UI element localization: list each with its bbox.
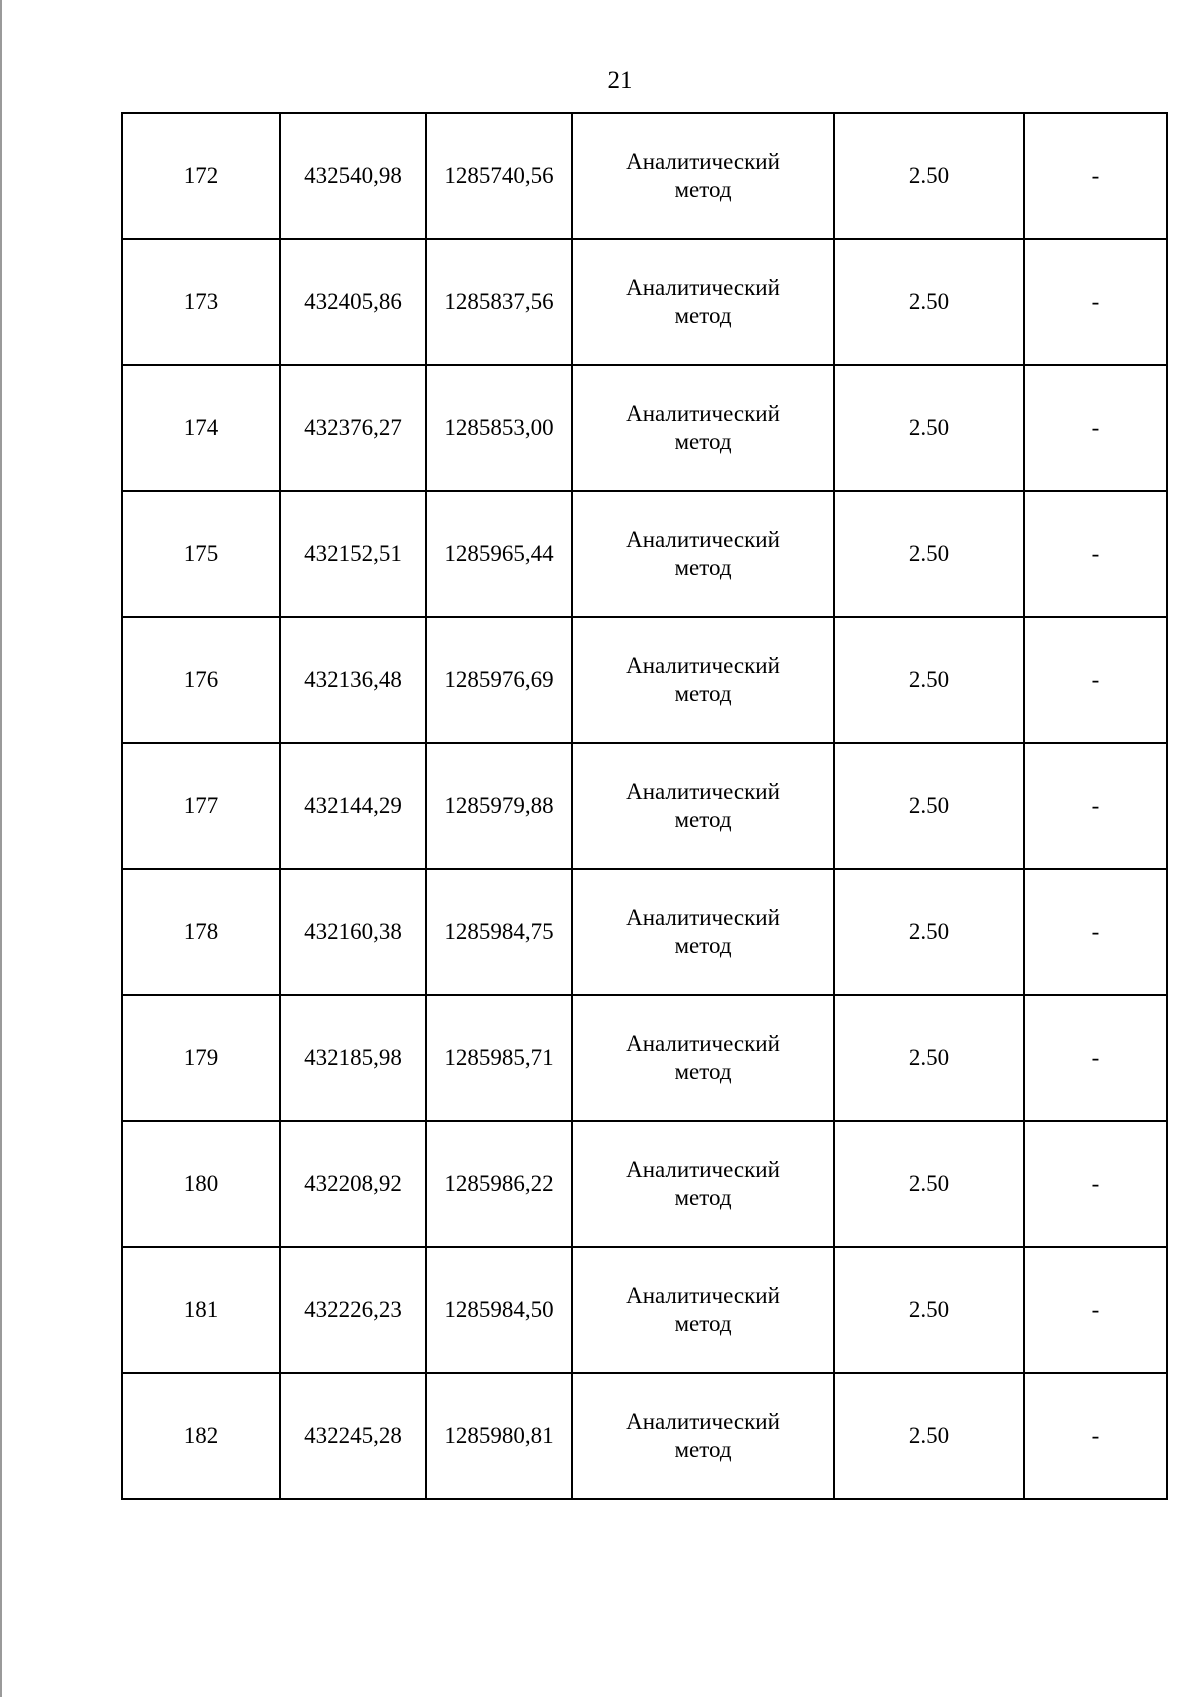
- point-number-cell: 173: [122, 239, 280, 365]
- y-coordinate-cell: 1285740,56: [426, 113, 572, 239]
- x-coordinate-cell: 432226,23: [280, 1247, 426, 1373]
- x-coordinate-cell: 432152,51: [280, 491, 426, 617]
- method-line-1: Аналитический: [626, 1157, 780, 1182]
- x-coordinate-cell: 432245,28: [280, 1373, 426, 1499]
- note-cell: -: [1024, 743, 1167, 869]
- point-number-cell: 181: [122, 1247, 280, 1373]
- note-cell: -: [1024, 239, 1167, 365]
- method-cell: [572, 743, 834, 869]
- x-coordinate-cell: 432376,27: [280, 365, 426, 491]
- x-coordinate-cell: 432185,98: [280, 995, 426, 1121]
- method-line-1: Аналитический: [626, 1031, 780, 1056]
- method-line-2: метод: [674, 1059, 732, 1084]
- y-coordinate-cell: 1285984,75: [426, 869, 572, 995]
- coordinates-table-body: [122, 113, 1167, 1499]
- table-row: [122, 1373, 1167, 1499]
- method-line-1: Аналитический: [626, 905, 780, 930]
- note-cell: -: [1024, 491, 1167, 617]
- accuracy-cell: 2.50: [834, 1373, 1024, 1499]
- y-coordinate-cell: 1285979,88: [426, 743, 572, 869]
- x-coordinate-cell: 432208,92: [280, 1121, 426, 1247]
- point-number-cell: 176: [122, 617, 280, 743]
- method-line-2: метод: [674, 681, 732, 706]
- method-line-1: Аналитический: [626, 527, 780, 552]
- method-line-1: Аналитический: [626, 149, 780, 174]
- note-cell: -: [1024, 1247, 1167, 1373]
- method-line-2: метод: [674, 429, 732, 454]
- x-coordinate-cell: 432540,98: [280, 113, 426, 239]
- accuracy-cell: 2.50: [834, 743, 1024, 869]
- table-row: [122, 995, 1167, 1121]
- accuracy-cell: 2.50: [834, 365, 1024, 491]
- note-cell: -: [1024, 617, 1167, 743]
- point-number-cell: 172: [122, 113, 280, 239]
- note-cell: -: [1024, 365, 1167, 491]
- method-line-1: Аналитический: [626, 401, 780, 426]
- method-cell: [572, 1247, 834, 1373]
- table-row: [122, 1121, 1167, 1247]
- method-cell: [572, 995, 834, 1121]
- method-line-2: метод: [674, 1437, 732, 1462]
- accuracy-cell: 2.50: [834, 239, 1024, 365]
- point-number-cell: 175: [122, 491, 280, 617]
- table-row: [122, 743, 1167, 869]
- y-coordinate-cell: 1285985,71: [426, 995, 572, 1121]
- method-line-1: Аналитический: [626, 275, 780, 300]
- method-cell: [572, 365, 834, 491]
- accuracy-cell: 2.50: [834, 869, 1024, 995]
- method-cell: [572, 113, 834, 239]
- x-coordinate-cell: 432160,38: [280, 869, 426, 995]
- y-coordinate-cell: 1285965,44: [426, 491, 572, 617]
- y-coordinate-cell: 1285976,69: [426, 617, 572, 743]
- accuracy-cell: 2.50: [834, 1247, 1024, 1373]
- note-cell: -: [1024, 995, 1167, 1121]
- method-line-1: Аналитический: [626, 779, 780, 804]
- method-line-1: Аналитический: [626, 1409, 780, 1434]
- x-coordinate-cell: 432136,48: [280, 617, 426, 743]
- note-cell: -: [1024, 1121, 1167, 1247]
- table-row: [122, 869, 1167, 995]
- method-line-2: метод: [674, 177, 732, 202]
- scan-edge: [0, 0, 2, 1697]
- accuracy-cell: 2.50: [834, 617, 1024, 743]
- method-line-2: метод: [674, 807, 732, 832]
- point-number-cell: 178: [122, 869, 280, 995]
- table-row: [122, 1247, 1167, 1373]
- point-number-cell: 174: [122, 365, 280, 491]
- y-coordinate-cell: 1285980,81: [426, 1373, 572, 1499]
- table-row: [122, 617, 1167, 743]
- accuracy-cell: 2.50: [834, 113, 1024, 239]
- x-coordinate-cell: 432144,29: [280, 743, 426, 869]
- note-cell: -: [1024, 869, 1167, 995]
- table-row: [122, 491, 1167, 617]
- accuracy-cell: 2.50: [834, 491, 1024, 617]
- method-line-2: метод: [674, 1311, 732, 1336]
- point-number-cell: 179: [122, 995, 280, 1121]
- coordinates-table: [121, 112, 1168, 1500]
- method-cell: [572, 869, 834, 995]
- method-cell: [572, 491, 834, 617]
- note-cell: -: [1024, 1373, 1167, 1499]
- method-line-1: Аналитический: [626, 653, 780, 678]
- y-coordinate-cell: 1285984,50: [426, 1247, 572, 1373]
- table-row: [122, 113, 1167, 239]
- y-coordinate-cell: 1285986,22: [426, 1121, 572, 1247]
- method-line-2: метод: [674, 303, 732, 328]
- page-number: 21: [607, 67, 633, 94]
- table-row: [122, 365, 1167, 491]
- method-cell: [572, 1121, 834, 1247]
- point-number-cell: 180: [122, 1121, 280, 1247]
- x-coordinate-cell: 432405,86: [280, 239, 426, 365]
- method-line-2: метод: [674, 933, 732, 958]
- note-cell: -: [1024, 113, 1167, 239]
- table-row: [122, 239, 1167, 365]
- y-coordinate-cell: 1285853,00: [426, 365, 572, 491]
- method-cell: [572, 239, 834, 365]
- point-number-cell: 182: [122, 1373, 280, 1499]
- point-number-cell: 177: [122, 743, 280, 869]
- method-line-2: метод: [674, 1185, 732, 1210]
- method-cell: [572, 617, 834, 743]
- method-line-2: метод: [674, 555, 732, 580]
- method-line-1: Аналитический: [626, 1283, 780, 1308]
- accuracy-cell: 2.50: [834, 995, 1024, 1121]
- method-cell: [572, 1373, 834, 1499]
- accuracy-cell: 2.50: [834, 1121, 1024, 1247]
- y-coordinate-cell: 1285837,56: [426, 239, 572, 365]
